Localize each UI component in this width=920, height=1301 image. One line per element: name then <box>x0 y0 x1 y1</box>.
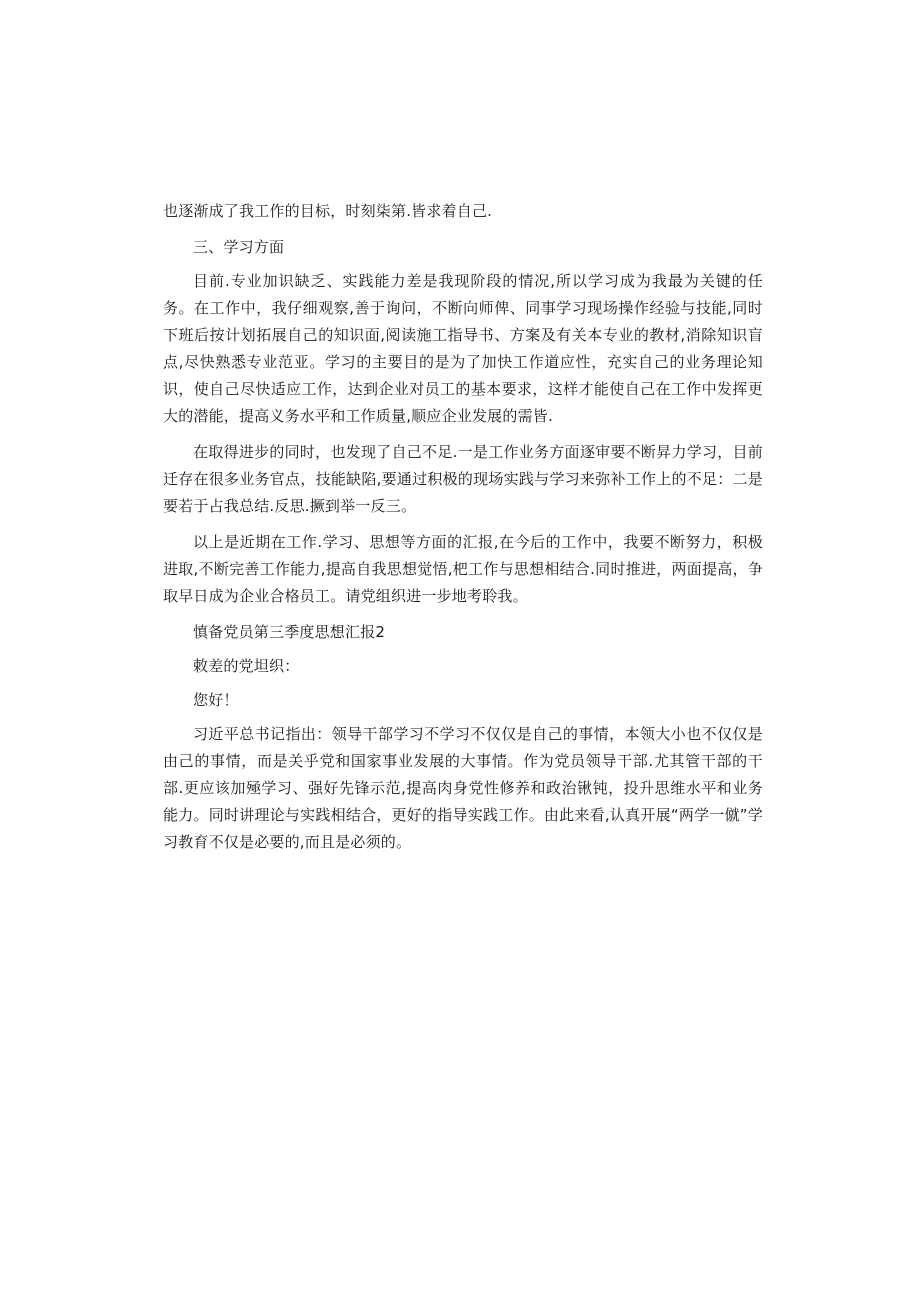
paragraph-continuation: 也逐渐成了我工作的目标，时刻柒第.皆求着自己. <box>163 202 493 220</box>
paragraph-summary: 以上是近期在工作.学习、思想等方面的汇报,在今后的工作中，我要不断努力，积极进取,不断完善工作能力,提高自我思想觉悟,杷工作与思想相结合.同时推进，两面提高，争取早日成为企业合格员工。请党组织进一步地考聆我。 <box>163 533 763 605</box>
salutation: 敕差的党坦织： <box>193 657 300 675</box>
report-title: 慎备党员第三季度思想汇报2 <box>193 623 386 641</box>
section-heading-study: 三、学习方面 <box>193 238 285 256</box>
paragraph-study: 目前.专业加识缺乏、实践能力差是我现阶段的情况,所以学习成为我最为关键的任务。在工作中，我仔细观察,善于询问，不断向师俾、同事学习现场操作经验与技能,同时下班后按计划拓展自己的知识面,阅读施工指导书、方案及有关本专业的教材,消除知识盲点,尽快熟悉专业范亚。学习的主要目的是为了加快工作道应性，充实自己的业务理论知识，使自己尽快适应工作，达到企业对员工的基本要求，这样才能使自己在工作中发挥更大的潜能，提高义务水平和工作质量,顺应企业发展的需皆. <box>163 272 763 425</box>
greeting: 您好！ <box>193 691 239 709</box>
document-body <box>163 198 763 865</box>
paragraph-shortcomings: 在取得进步的同时，也发现了自己不足.一是工作业务方面逐审要不断昇力学习，目前迁存在很多业务官点，技能缺陷,要通过积极的现场实践与学习来弥补工作上的不足：二是要若于占我总结.反思.撅到举一反三。 <box>163 443 763 515</box>
paragraph-quote: 习近平总书记指出：领导干部学习不学习不仅仅是自己的事情，本领大小也不仅仅是由己的事情，而是关乎党和国家事业发展的大事情。作为党员领导干部.尤其管干部的干部.更应该加殛学习、强好先锋示范,提高肉身党性修养和政治锹钝，投升思维水平和业务能力。同时讲理论与实践相结合，更好的指导实践工作。由此来看,认真开展“两学一僦”学习教育不仅是必要的,而且是必须的。 <box>163 725 763 851</box>
